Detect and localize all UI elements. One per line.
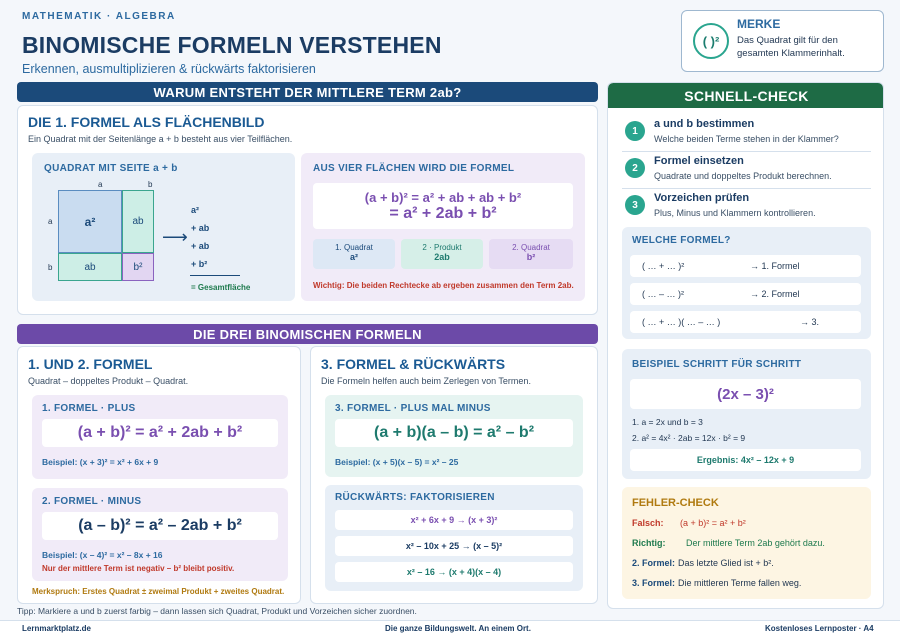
chip-label: 1. Quadrat <box>335 243 373 252</box>
sum-term: a² <box>191 205 200 215</box>
merke-box <box>681 10 884 72</box>
example-tile <box>622 349 871 479</box>
error-check-tile <box>622 487 871 599</box>
falsch-value: (a + b)² = a² + b² <box>680 518 746 528</box>
check-title: SCHNELL-CHECK <box>608 83 884 108</box>
formula2-tag: 2. FORMEL · MINUS <box>42 496 142 507</box>
sum-divider <box>190 275 240 276</box>
step-number-badge: 3 <box>625 195 645 215</box>
banner-why: WARUM ENTSTEHT DER MITTLERE TERM 2ab? <box>17 82 598 102</box>
step-title: Vorzeichen prüfen <box>654 192 750 204</box>
f2-value: Das letzte Glied ist + b². <box>678 558 774 568</box>
which-result: → 3. <box>800 317 820 327</box>
merkspruch: Merkspruch: Erstes Quadrat ± zweimal Produkt + zweites Quadrat. <box>32 587 285 596</box>
formula-tile <box>301 153 585 301</box>
footer-poster-label: Kostenloses Lernposter · A4 <box>765 624 874 633</box>
formula3-tag: 3. FORMEL · PLUS MAL MINUS <box>335 403 491 414</box>
chip-label: 2. Quadrat <box>512 243 550 252</box>
example-step: 1. a = 2x und b = 3 <box>632 417 703 427</box>
area-title: DIE 1. FORMEL ALS FLÄCHENBILD <box>28 114 265 130</box>
banner-three: DIE DREI BINOMISCHEN FORMELN <box>17 324 598 344</box>
top-label-a: a <box>98 180 103 189</box>
area-cell-b2: b² <box>122 253 154 281</box>
formula1-example <box>42 457 158 467</box>
footer-slogan: Die ganze Bildungswelt. An einem Ort. <box>385 624 531 633</box>
error-check-title: FEHLER-CHECK <box>632 497 719 509</box>
square-title: QUADRAT MIT SEITE a + b <box>44 163 178 174</box>
merke-text: Das Quadrat gilt für den gesamten Klammerinhalt. <box>737 35 845 59</box>
factorize-tag: RÜCKWÄRTS: FAKTORISIEREN <box>335 492 495 503</box>
example-step: 2. a² = 4x² · 2ab = 12x · b² = 9 <box>632 433 746 443</box>
f12-intro: Quadrat – doppeltes Produkt – Quadrat. <box>28 376 189 386</box>
f3-value: Die mittleren Terme fallen weg. <box>678 578 802 588</box>
formula3-example: Beispiel: (x + 5)(x – 5) = x² – 25 <box>335 457 459 467</box>
which-pattern: ( … + … )( … – … ) <box>642 317 721 327</box>
area-panel <box>17 105 598 315</box>
f3-intro: Die Formeln helfen auch beim Zerlegen von Termen. <box>321 376 531 386</box>
formula-line-2: = a² + 2ab + b² <box>389 204 497 222</box>
which-result: → 1. Formel <box>750 261 800 271</box>
arrow-right-icon: ⟶ <box>162 227 188 247</box>
formula2-note: Nur der mittlere Term ist negativ – b² bleibt positiv. <box>42 564 235 573</box>
step-number-badge: 1 <box>625 121 645 141</box>
square-tile <box>32 153 295 301</box>
formula2-tile <box>32 488 288 581</box>
example-formula: (2x – 3)² <box>630 379 861 409</box>
which-row <box>630 255 861 277</box>
formula3-panel <box>310 346 598 604</box>
area-cell-ab-right: ab <box>122 190 154 253</box>
f3-label: 3. Formel: <box>632 578 676 588</box>
subject-kicker: MATHEMATIK · ALGEBRA <box>22 11 176 22</box>
step-title: Formel einsetzen <box>654 155 744 167</box>
f12-title: 1. UND 2. FORMEL <box>28 356 153 372</box>
step-number-badge: 2 <box>625 158 645 178</box>
merke-title: MERKE <box>737 17 781 31</box>
sum-term: + ab <box>191 223 210 233</box>
step-text: Plus, Minus und Klammern kontrollieren. <box>654 208 816 218</box>
which-row <box>630 311 861 333</box>
which-pattern: ( … + … )² <box>642 261 685 271</box>
top-label-b: b <box>148 180 153 189</box>
chip-value: 2ab <box>434 252 450 262</box>
side-label-a: a <box>48 217 53 226</box>
step-divider <box>622 188 871 189</box>
example-title: BEISPIEL SCHRITT FÜR SCHRITT <box>632 359 802 370</box>
area-cell-a2: a² <box>58 190 122 253</box>
step-text: Quadrate und doppeltes Produkt berechnen. <box>654 171 832 181</box>
page-subtitle: Erkennen, ausmultiplizieren & rückwärts faktorisieren <box>22 62 316 76</box>
sum-term: + ab <box>191 241 210 251</box>
bracket-square-icon: ( )² <box>693 23 729 59</box>
chip-first-square <box>313 239 395 269</box>
which-formula-tile <box>622 227 871 339</box>
footer-brand-link[interactable]: Lernmarktplatz.de <box>22 624 91 633</box>
factorize-row: x² – 16 → (x + 4)(x – 4) <box>335 562 573 582</box>
sum-term: + b² <box>191 259 208 269</box>
chip-product <box>401 239 483 269</box>
falsch-label: Falsch: <box>632 518 664 528</box>
factorize-row: x² + 6x + 9 → (x + 3)² <box>335 510 573 530</box>
which-row <box>630 283 861 305</box>
step-text: Welche beiden Terme stehen in der Klammer? <box>654 134 839 144</box>
sum-label: = Gesamtfläche <box>191 283 251 292</box>
area-intro: Ein Quadrat mit der Seitenlänge a + b besteht aus vier Teilflächen. <box>28 134 293 144</box>
richtig-label: Richtig: <box>632 538 666 548</box>
factorize-tile <box>325 485 583 591</box>
step-title: a und b bestimmen <box>654 118 755 130</box>
formula1-tile <box>32 395 288 479</box>
page-title: BINOMISCHE FORMELN VERSTEHEN <box>22 32 442 58</box>
area-warning: Wichtig: Die beiden Rechtecke ab ergeben zusammen den Term 2ab. <box>313 281 574 290</box>
formula2: (a – b)² = a² – 2ab + b² <box>42 512 278 540</box>
footer <box>0 620 900 636</box>
which-result: → 2. Formel <box>750 289 800 299</box>
chip-value: a² <box>349 252 358 262</box>
formula12-panel <box>17 346 301 604</box>
check-panel <box>607 82 884 609</box>
step-divider <box>622 151 871 152</box>
area-cell-ab-bottom: ab <box>58 253 122 281</box>
factorize-row: x² – 10x + 25 → (x – 5)² <box>335 536 573 556</box>
formula3-tile <box>325 395 583 477</box>
formula1-tag: 1. FORMEL · PLUS <box>42 403 136 414</box>
richtig-value: Der mittlere Term 2ab gehört dazu. <box>686 538 825 548</box>
formula-line-1: (a + b)² = a² + ab + ab + b² <box>364 189 522 205</box>
area-formula <box>313 183 573 229</box>
formula2-example: Beispiel: (x – 4)² = x² – 8x + 16 <box>42 550 163 560</box>
formula1: (a + b)² = a² + 2ab + b² <box>42 419 278 447</box>
formula-tile-title: AUS VIER FLÄCHEN WIRD DIE FORMEL <box>313 163 515 174</box>
f2-label: 2. Formel: <box>632 558 676 568</box>
chip-value: b² <box>526 252 536 262</box>
example-result: Ergebnis: 4x² – 12x + 9 <box>630 449 861 471</box>
chip-second-square <box>489 239 573 269</box>
f3-title: 3. FORMEL & RÜCKWÄRTS <box>321 356 506 372</box>
which-pattern: ( … – … )² <box>642 289 684 299</box>
which-title: WELCHE FORMEL? <box>632 235 731 246</box>
chip-label: 2 · Produkt <box>422 243 462 252</box>
side-label-b: b <box>48 263 53 272</box>
area-sum-list <box>191 201 209 273</box>
formula3: (a + b)(a – b) = a² – b² <box>335 419 573 447</box>
tip-text: Tipp: Markiere a und b zuerst farbig – dann lassen sich Quadrat, Produkt und Vorzeichen sicher zuordnen. <box>17 606 417 616</box>
formula1-example-text: Beispiel: (x + 3)² = x² + 6x + 9 <box>42 457 159 467</box>
